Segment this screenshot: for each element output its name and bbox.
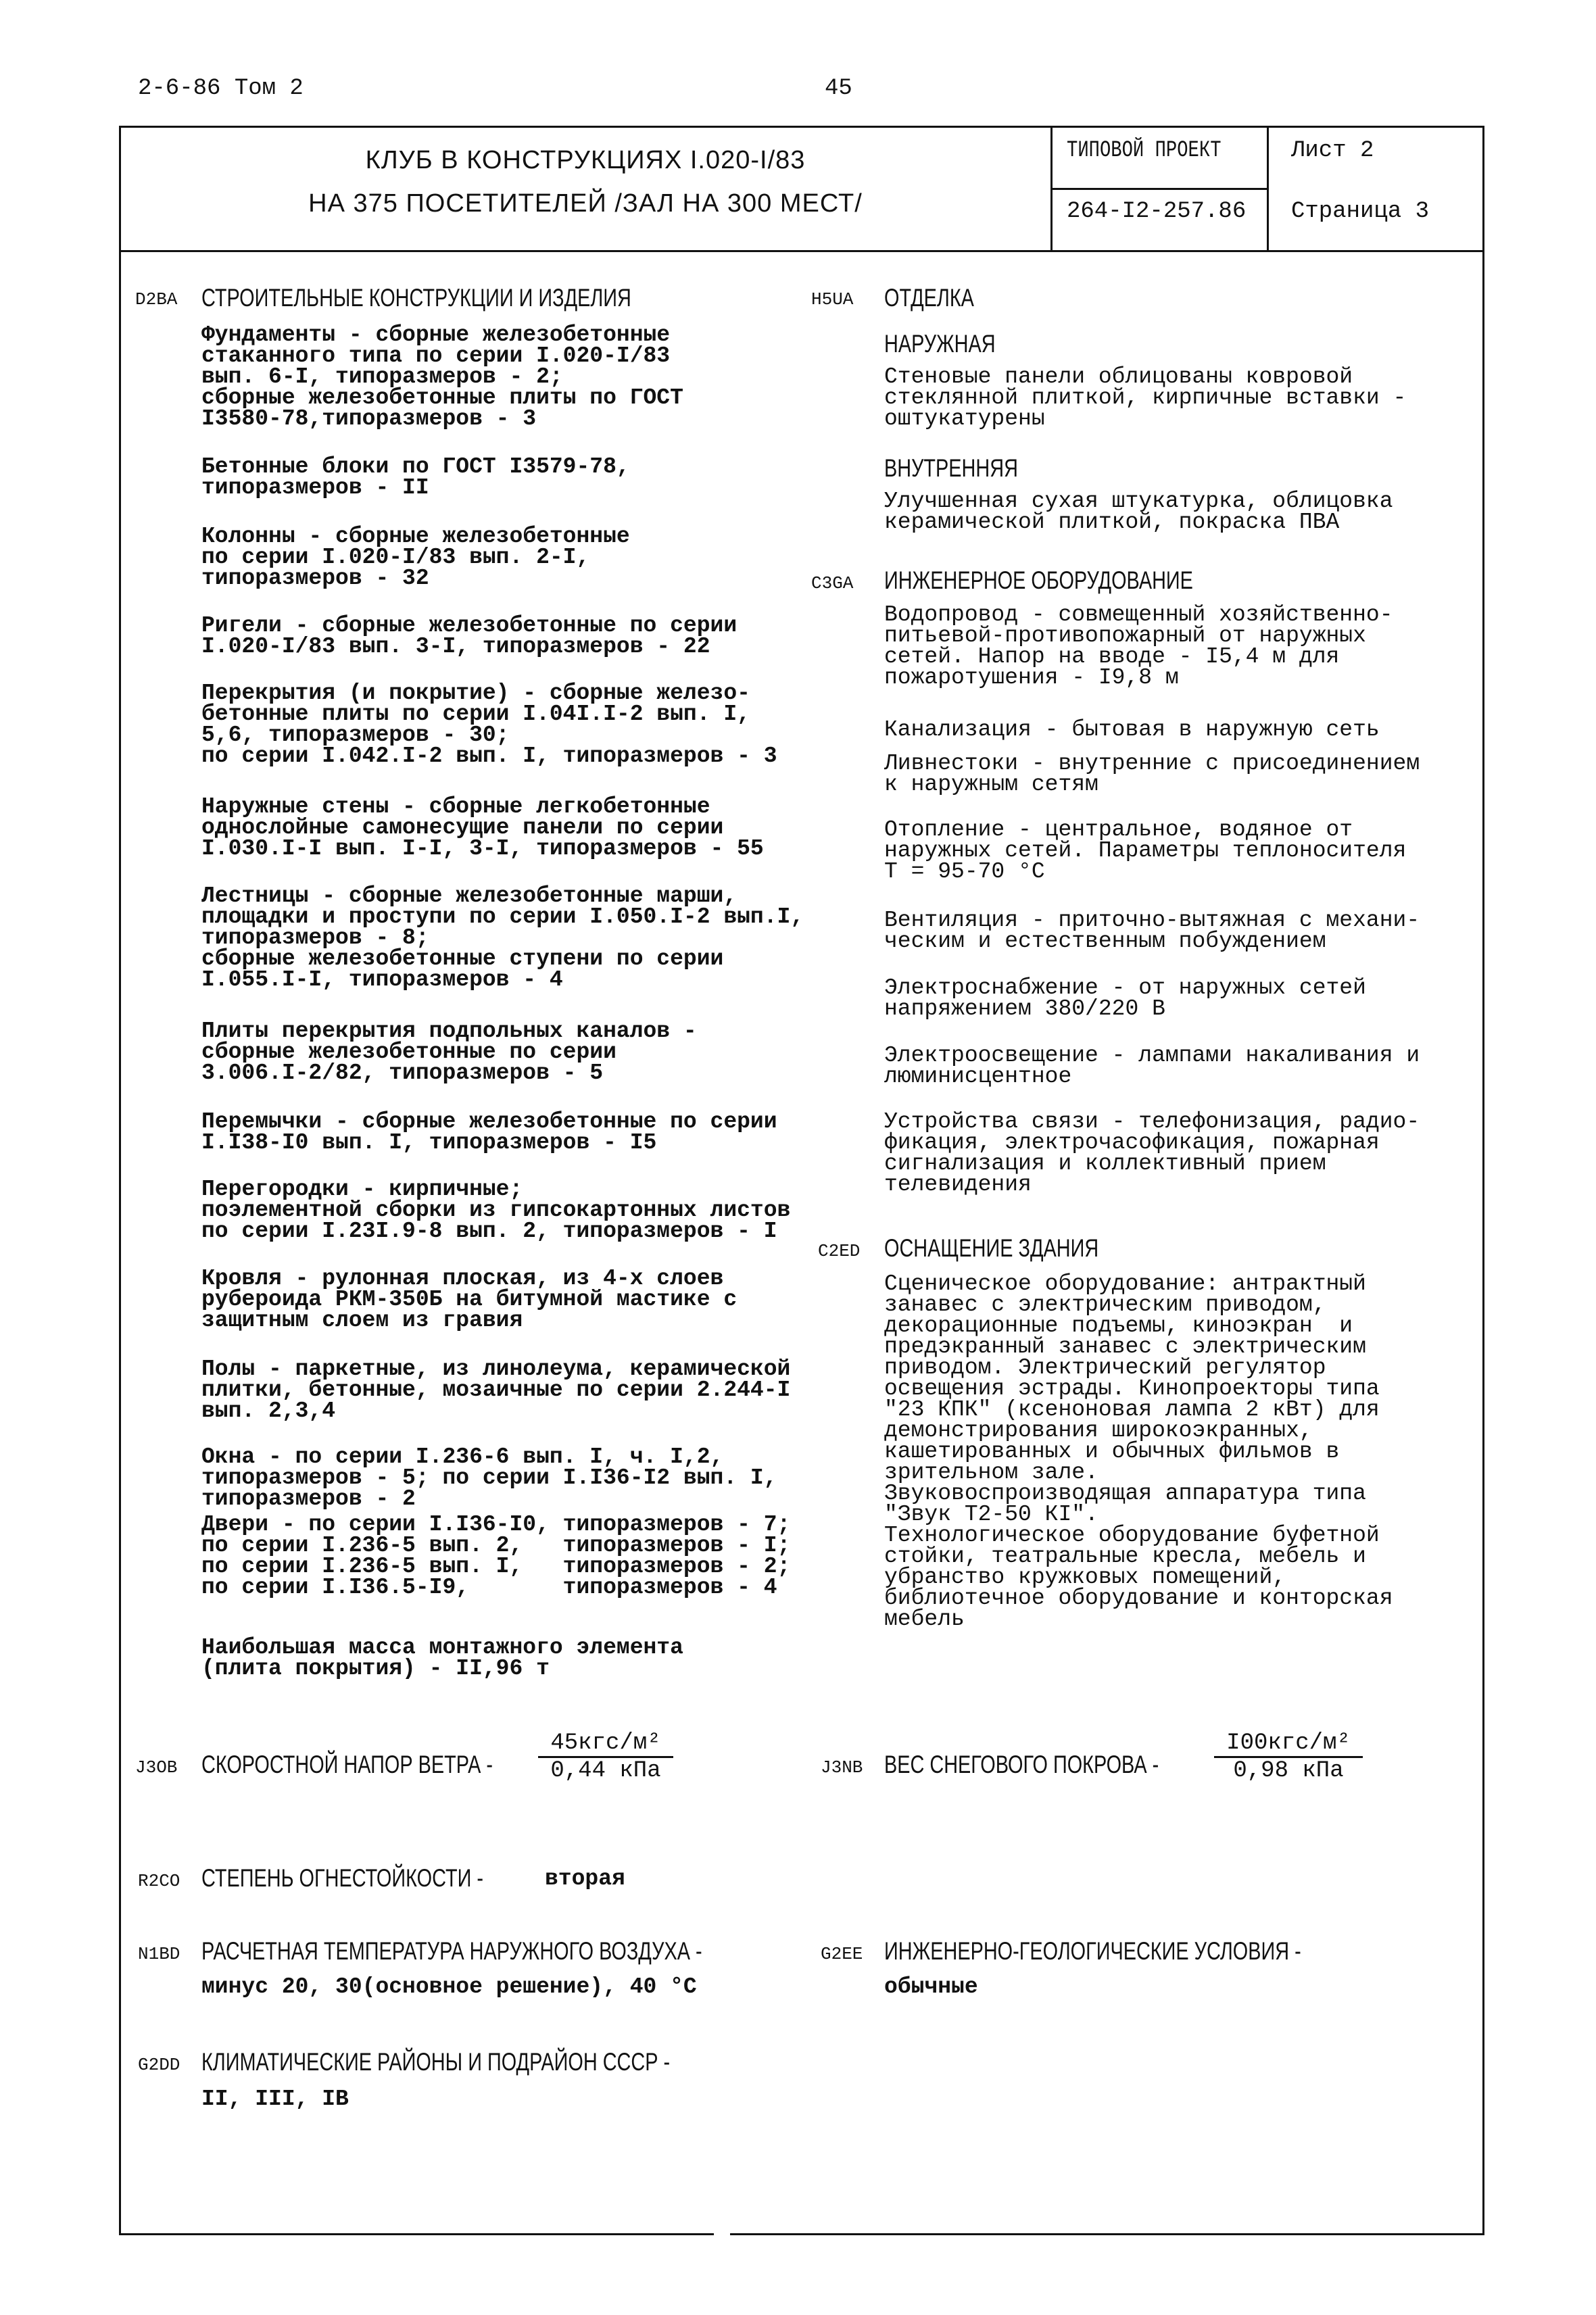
geology-label: ИНЖЕНЕРНО-ГЕОЛОГИЧЕСКИЕ УСЛОВИЯ - <box>884 1937 1301 1965</box>
eng-water: Водопровод - совмещенный хозяйственно- питьевой-противопожарный от наружных сетей. Напор на вводе - I5,4 м для пожаротушения - I9,8 м <box>884 602 1393 690</box>
item-floors: Полы - паркетные, из линолеума, керамической плитки, бетонные, мозаичные по серии 2.244-I вып. 2,3,4 <box>201 1357 791 1423</box>
temperature-label: РАСЧЕТНАЯ ТЕМПЕРАТУРА НАРУЖНОГО ВОЗДУХА - <box>201 1937 702 1965</box>
section-code: J3OB <box>135 1757 178 1778</box>
header-vdivider-2 <box>1267 126 1269 250</box>
eng-lighting: Электроосвещение - лампами накаливания и люминисцентное <box>884 1043 1420 1089</box>
wind-numerator: 45кгс/м² <box>538 1730 673 1758</box>
climate-label: КЛИМАТИЧЕСКИЕ РАЙОНЫ И ПОДРАЙОН СССР - <box>201 2048 671 2076</box>
typical-project-label: ТИПОВОЙ ПРОЕКТ <box>1067 138 1222 164</box>
item-max-mass: Наибольшая масса монтажного элемента (плита покрытия) - II,96 т <box>201 1635 683 1681</box>
item-windows: Окна - по серии I.236-6 вып. I, ч. I,2, типоразмеров - 5; по серии I.I36-I2 вып. I, типоразмеров - 2 <box>201 1444 777 1511</box>
section-code: R2CO <box>138 1871 180 1891</box>
section-heading-equipment: ОСНАЩЕНИЕ ЗДАНИЯ <box>884 1234 1099 1262</box>
finish-outer-label: НАРУЖНАЯ <box>884 330 996 358</box>
fire-label: СТЕПЕНЬ ОГНЕСТОЙКОСТИ - <box>201 1864 483 1892</box>
temperature-value: минус 20, 30(основное решение), 40 °С <box>201 1974 697 1999</box>
section-code: G2DD <box>138 2055 180 2075</box>
section-heading-engineering: ИНЖЕНЕРНОЕ ОБОРУДОВАНИЕ <box>884 566 1193 594</box>
geology-value: обычные <box>884 1974 978 1999</box>
item-girders: Ригели - сборные железобетонные по серии I.020-I/83 вып. 3-I, типоразмеров - 22 <box>201 613 737 659</box>
section-code: N1BD <box>138 1944 180 1964</box>
eng-heating: Отопление - центральное, водяное от наружных сетей. Параметры теплоносителя Т = 95-70 °С <box>884 817 1407 884</box>
item-outer-walls: Наружные стены - сборные легкобетонные однослойные самонесущие панели по серии I.030.I-I вып. I-I, 3-I, типоразмеров - 55 <box>201 794 764 861</box>
item-partitions: Перегородки - кирпичные; поэлементной сборки из гипсокартонных листов по серии I.23I.9-8 вып. 2, типоразмеров - I <box>201 1177 791 1244</box>
bottom-line-left <box>119 2233 714 2235</box>
snow-denominator: 0,98 кПа <box>1233 1758 1344 1784</box>
item-roof: Кровля - рулонная плоская, из 4-х слоев рубероида РКМ-350Б на битумной мастике с защитным слоем из гравия <box>201 1266 737 1333</box>
fire-value: вторая <box>545 1866 625 1891</box>
item-channel-slabs: Плиты перекрытия подпольных каналов - сборные железобетонные по серии 3.006.I-2/82, типоразмеров - 5 <box>201 1019 697 1086</box>
page-number: 45 <box>825 76 852 101</box>
sheet-number: Лист 2 <box>1291 138 1374 164</box>
section-code: C2ED <box>818 1241 861 1261</box>
header-divider <box>119 250 1484 252</box>
eng-drains: Ливнестоки - внутренние с присоединением к наружным сетям <box>884 751 1420 797</box>
section-code: J3NB <box>821 1757 863 1778</box>
header-title-line2: НА 375 ПОСЕТИТЕЛЕЙ /ЗАЛ НА 300 МЕСТ/ <box>308 189 863 218</box>
section-code: H5UA <box>811 289 854 310</box>
project-number: 264-I2-257.86 <box>1067 199 1247 224</box>
item-foundations: Фундаменты - сборные железобетонные стаканного типа по серии I.020-I/83 вып. 6-I, типоразмеров - 2; сборные железобетонные плиты по ГОСТ I3580-78,типоразмеров - 3 <box>201 322 683 431</box>
finish-outer-text: Стеновые панели облицованы ковровой стеклянной плиткой, кирпичные вставки - оштукатурены <box>884 364 1407 431</box>
section-heading-finish: ОТДЕЛКА <box>884 284 974 312</box>
section-heading-structures: СТРОИТЕЛЬНЫЕ КОНСТРУКЦИИ И ИЗДЕЛИЯ <box>201 284 631 312</box>
section-code: G2EE <box>821 1944 863 1964</box>
finish-inner-label: ВНУТРЕННЯЯ <box>884 454 1018 482</box>
page-label: Страница 3 <box>1291 199 1430 224</box>
bottom-line-right <box>730 2233 1484 2235</box>
snow-label: ВЕС СНЕГОВОГО ПОКРОВА - <box>884 1751 1159 1778</box>
snow-value <box>1214 1730 1363 1784</box>
item-concrete-blocks: Бетонные блоки по ГОСТ I3579-78, типоразмеров - II <box>201 454 630 500</box>
item-columns: Колонны - сборные железобетонные по серии I.020-I/83 вып. 2-I, типоразмеров - 32 <box>201 524 630 591</box>
wind-label: СКОРОСТНОЙ НАПОР ВЕТРА - <box>201 1751 493 1778</box>
item-slabs: Перекрытия (и покрытие) - сборные железо- бетонные плиты по серии I.04I.I-2 вып. I, 5,6, типоразмеров - 30; по серии I.042.I-2 вып. I, типоразмеров - 3 <box>201 681 777 769</box>
volume-label: 2-6-86 Том 2 <box>138 76 304 101</box>
equipment-text: Сценическое оборудование: антрактный занавес с электрическим приводом, декорационные подъемы, киноэкран и предэкранный занавес с электрическим приводом. Электрический регулятор освещения эстрады. Кинопроекторы типа "23 КПК" (ксеноновая лампа 2 кВт) для демонстрирования широкоэкранных, кашетированных и обычных фильмов в зрительном зале. Звуковоспроизводящая аппаратура типа "Звук Т2-50 КI". Технологическое оборудование буфетной стойки, театральные кресла, мебель и убранство кружковых помещений, библиотечное оборудование и конторская мебель <box>884 1271 1393 1632</box>
finish-inner-text: Улучшенная сухая штукатурка, облицовка керамической плиткой, покраска ПВА <box>884 489 1393 535</box>
eng-power: Электроснабжение - от наружных сетей напряжением 380/220 В <box>884 975 1366 1021</box>
eng-ventilation: Вентиляция - приточно-вытяжная с механи- ческим и естественным побуждением <box>884 908 1420 954</box>
climate-value: II, III, IВ <box>201 2087 349 2112</box>
snow-numerator: I00кгс/м² <box>1214 1730 1363 1758</box>
wind-denominator: 0,44 кПа <box>550 1758 661 1784</box>
section-code: C3GA <box>811 573 854 593</box>
item-doors: Двери - по серии I.I36-I0, типоразмеров - 7; по серии I.236-5 вып. 2, типоразмеров - I; по серии I.236-5 вып. I, типоразмеров - 2; по серии I.I36.5-I9, типоразмеров - 4 <box>201 1512 791 1600</box>
item-stairs: Лестницы - сборные железобетонные марши, площадки и проступи по серии I.050.I-2 вып.I, типоразмеров - 8; сборные железобетонные ступени по серии I.055.I-I, типоразмеров - 4 <box>201 883 804 992</box>
section-code: D2BA <box>135 289 178 310</box>
eng-communications: Устройства связи - телефонизация, радио- фикация, электрочасофикация, пожарная сигнализация и коллективный прием телевидения <box>884 1109 1420 1197</box>
eng-sewage: Канализация - бытовая в наружную сеть <box>884 717 1380 742</box>
wind-value <box>538 1730 673 1784</box>
item-lintels: Перемычки - сборные железобетонные по серии I.I38-I0 вып. I, типоразмеров - I5 <box>201 1109 777 1155</box>
header-hdivider <box>1050 188 1267 190</box>
header-title-line1: КЛУБ В КОНСТРУКЦИЯХ I.020-I/83 <box>365 146 806 174</box>
